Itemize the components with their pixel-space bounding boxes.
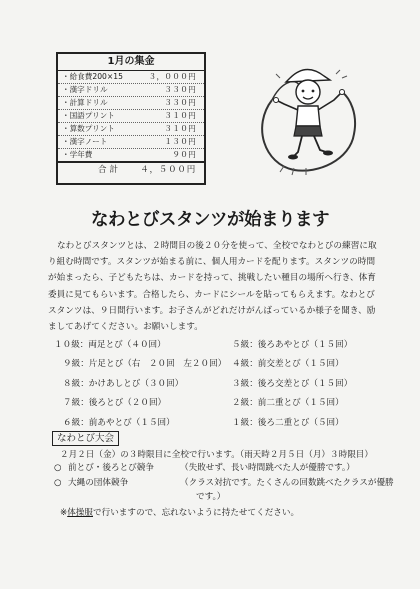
fee-total-label: 合計 bbox=[98, 165, 122, 175]
fee-label: ・給食費200×15 bbox=[62, 72, 123, 81]
fee-row bbox=[58, 136, 204, 149]
fee-amount: ３３０円 bbox=[164, 85, 196, 94]
event-mark: ○ bbox=[54, 463, 62, 473]
level-item: ２級：前二重とび（１５回） bbox=[232, 398, 344, 409]
fee-amount: ３，０００円 bbox=[148, 72, 196, 81]
note-prefix: ※ bbox=[60, 508, 68, 518]
fee-label: ・漢字ドリル bbox=[62, 85, 108, 94]
fee-row bbox=[58, 110, 204, 123]
event-mark: ○ bbox=[54, 478, 62, 488]
level-item: ７級：後ろとび（２０回） bbox=[63, 398, 167, 409]
fee-label: ・算数プリント bbox=[62, 124, 115, 133]
fee-amount: １３０円 bbox=[164, 137, 196, 146]
fee-total-row bbox=[58, 161, 204, 177]
headline: なわとびスタンツが始まります bbox=[91, 210, 329, 230]
level-item: ３級：後ろ交差とび（１５回） bbox=[232, 378, 353, 389]
fee-total-amount: ４，５００円 bbox=[140, 165, 196, 175]
fee-label: ・漢字ノート bbox=[62, 137, 108, 146]
fee-label: ・学年費 bbox=[62, 150, 93, 159]
event-desc: （クラス対抗です。たくさんの回数跳べたクラスが優勝 bbox=[180, 478, 394, 488]
level-item: ９級：片足とび（右 ２０回 左２０回） bbox=[63, 359, 227, 370]
fee-table bbox=[56, 52, 206, 185]
fee-row bbox=[58, 84, 204, 97]
fee-label: ・国語プリント bbox=[62, 111, 115, 120]
fee-label: ・計算ドリル bbox=[62, 98, 108, 107]
tournament-title: なわとび大会 bbox=[52, 431, 119, 446]
fee-row bbox=[58, 123, 204, 136]
level-item: ６級：前あやとび（１５回） bbox=[63, 417, 175, 428]
note-rest: で行いますので、忘れないように持たせてください。 bbox=[93, 508, 300, 518]
fee-amount: ３１０円 bbox=[164, 111, 196, 120]
fee-amount: ３１０円 bbox=[164, 124, 196, 133]
level-item: ８級：かけあしとび（３０回） bbox=[63, 378, 184, 389]
levels-left-column bbox=[54, 336, 226, 433]
intro-paragraph: なわとびスタンツとは、２時間目の後２０分を使って、全校でなわとびの練習に取り組む時間です。スタンツが始まる前に、個人用カードを配ります。スタンツの時間が始まったら、子どもたちは、カードを持って、挑戦したい種目の場所へ行き、体育委員に見てもらいます。合格したら、カードにシールを貼ってもらえます。なわとびスタンツは、９日間行います。お子さんがどれだけがんばっているか様子を聞き、励ましてあげてください。お願いします。 bbox=[48, 241, 377, 333]
event-desc-continued: です。） bbox=[196, 492, 226, 502]
fee-row bbox=[58, 149, 204, 161]
level-item: ４級：前交差とび（１５回） bbox=[232, 359, 344, 370]
level-item: １級：後ろ二重とび（５回） bbox=[232, 417, 344, 428]
fee-row bbox=[58, 97, 204, 110]
clothing-note bbox=[60, 506, 299, 518]
note-underlined: 体操服 bbox=[67, 508, 93, 518]
event-name: 大縄の団体競争 bbox=[68, 478, 129, 488]
tournament-intro: ２月２日（金）の３時限目に全校で行います。（雨天時２月５日（月）３時限目） bbox=[60, 450, 373, 460]
level-item: ５級：後ろあやとび（１５回） bbox=[232, 340, 353, 350]
fee-row bbox=[58, 71, 204, 84]
fee-table-title: 1月の集金 bbox=[58, 54, 204, 71]
jump-rope-child-illustration bbox=[250, 56, 370, 181]
fee-amount: ３３０円 bbox=[164, 98, 196, 107]
event-desc: （失敗せず、長い時間跳べた人が優勝です。） bbox=[180, 463, 355, 473]
levels-right-column bbox=[232, 336, 352, 433]
event-name: 前とび・後ろとび競争 bbox=[68, 463, 154, 473]
level-item: １０級：両足とび（４０回） bbox=[54, 340, 166, 350]
fee-amount: ９０円 bbox=[172, 150, 196, 159]
